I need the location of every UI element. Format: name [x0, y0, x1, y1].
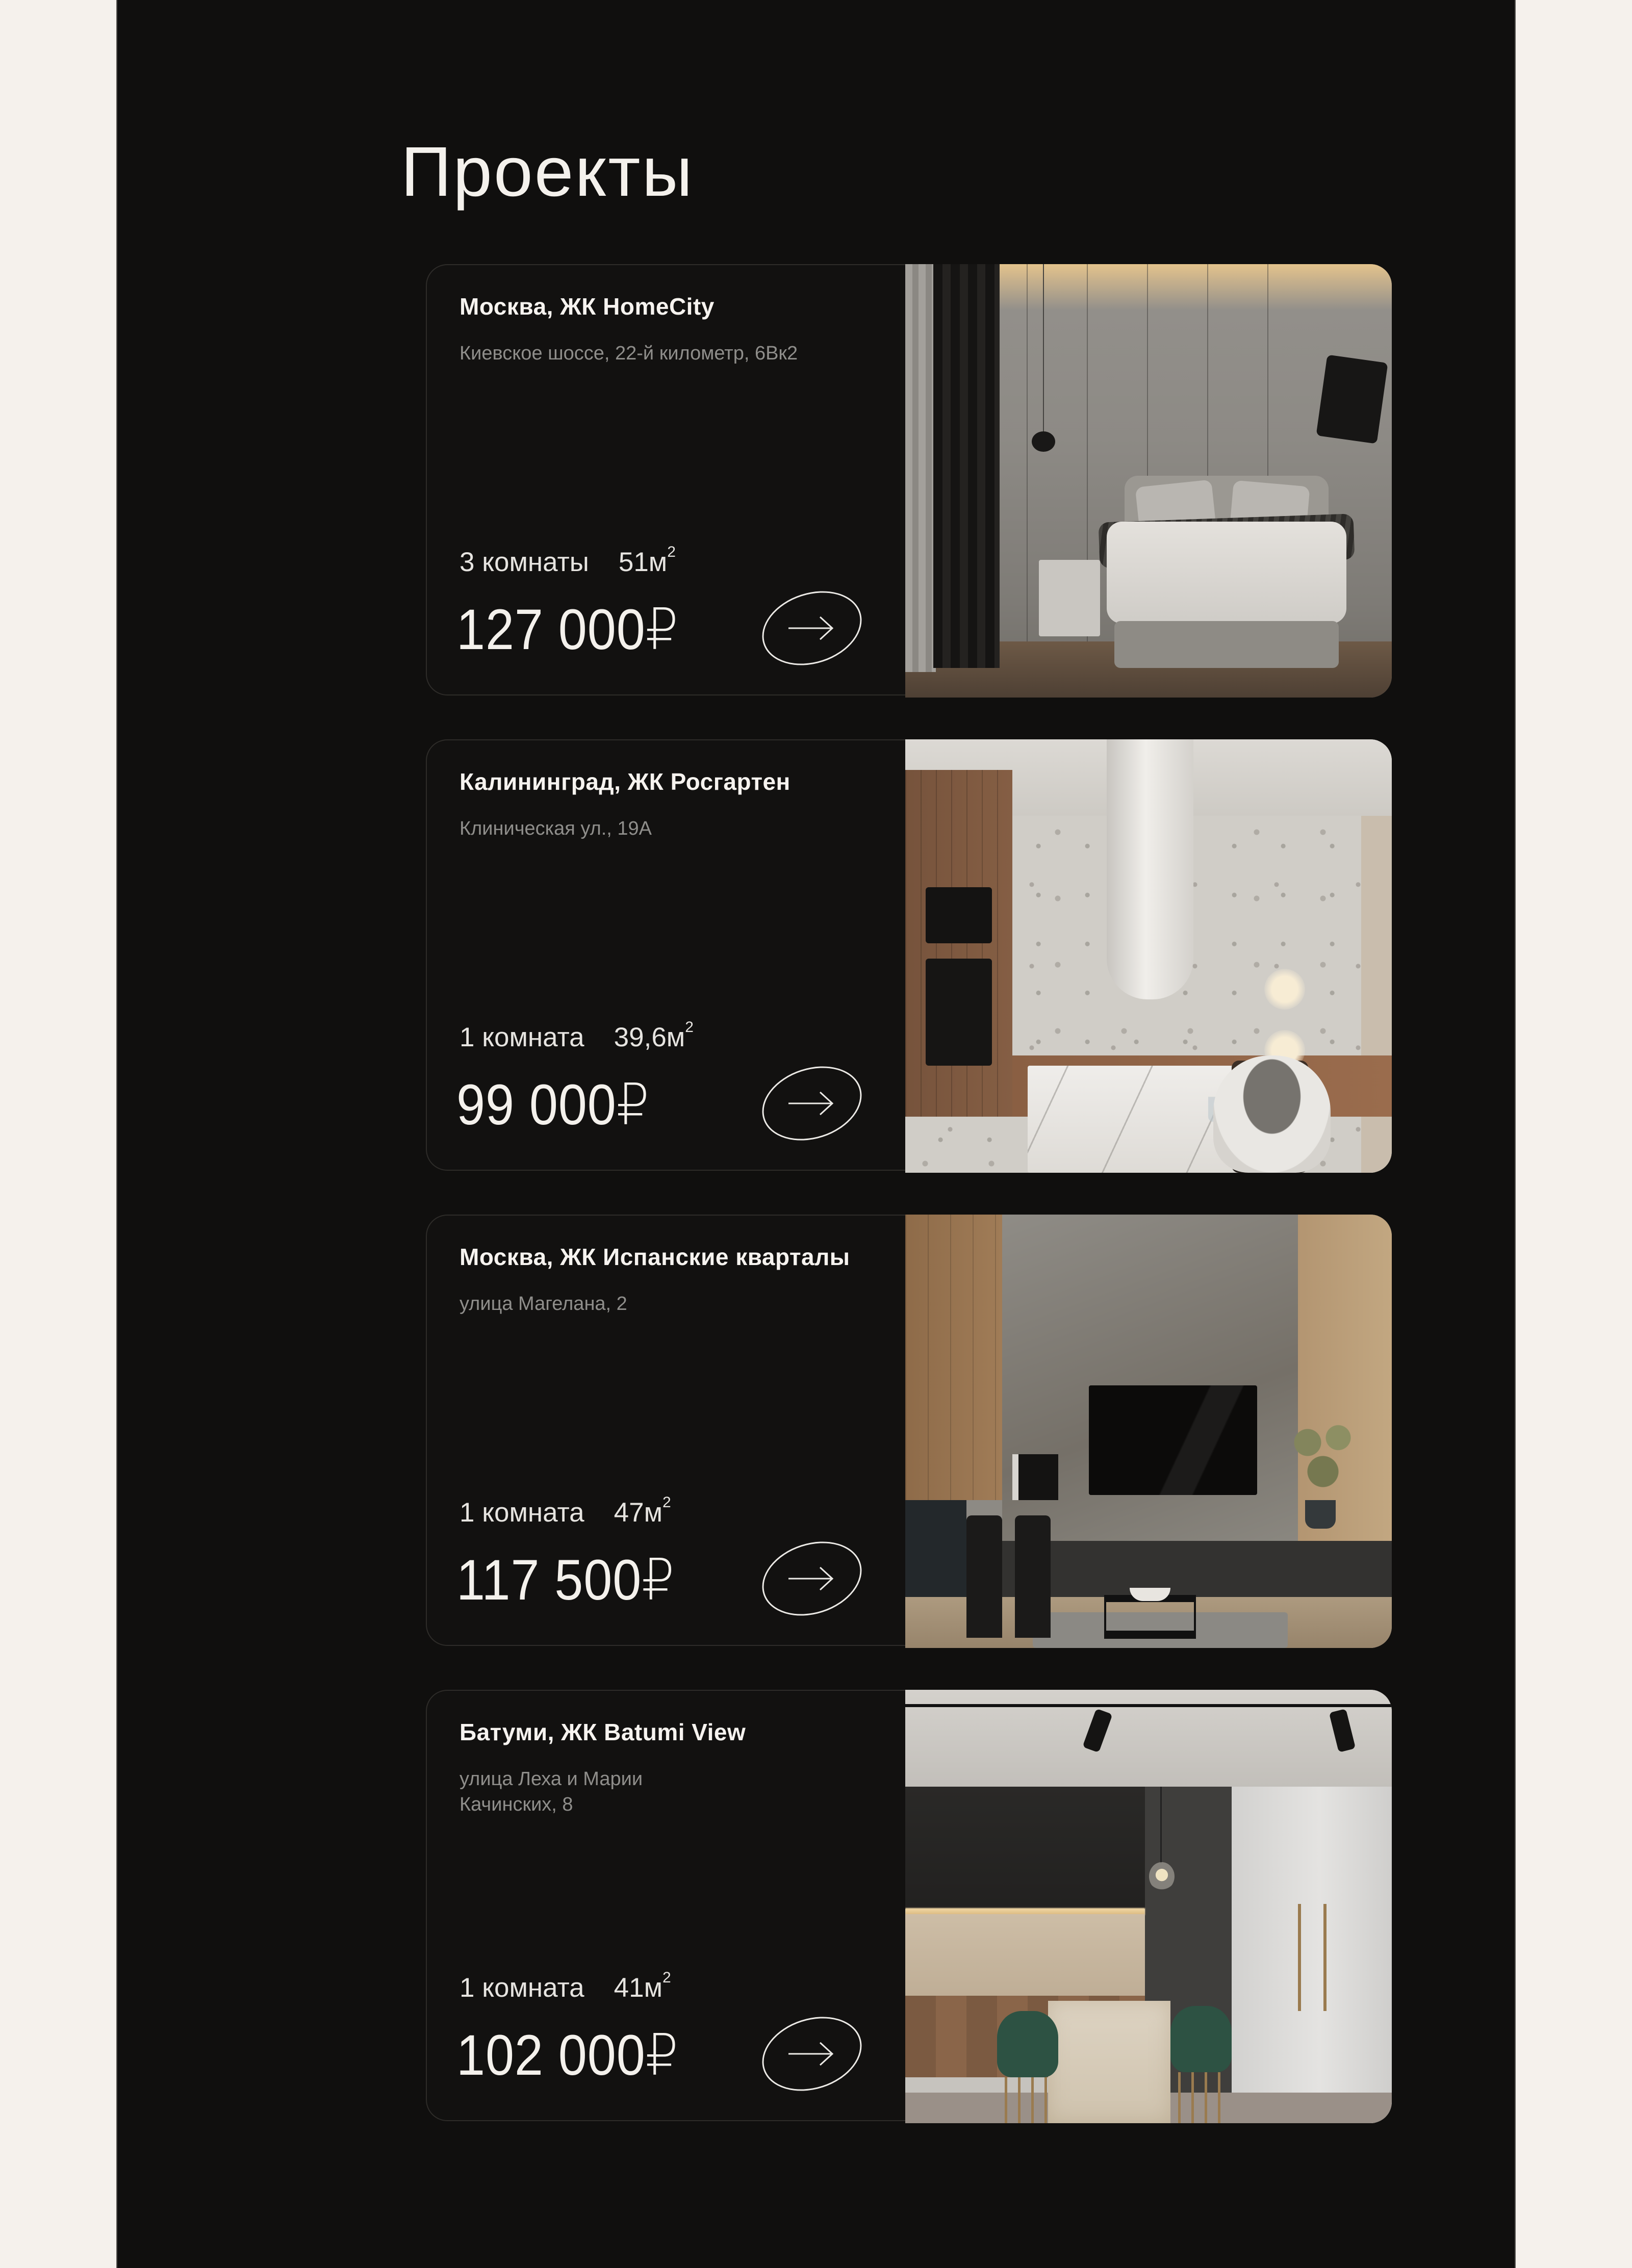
rooms-label: 1 комната	[460, 1973, 584, 2003]
tv-screen-decor	[1089, 1385, 1257, 1495]
address-line-1: Киевское шоссе, 22-й километр, 6Вк2	[460, 343, 798, 364]
air-conditioner-decor	[1316, 354, 1388, 444]
rooms-area-row	[460, 544, 676, 578]
price-label: 102 000₽	[456, 2023, 679, 2087]
dark-curtain-decor	[933, 264, 1000, 668]
pendant-cord-decor	[1043, 264, 1044, 432]
area-label: $39,6м^2$	[614, 1019, 694, 1052]
project-address	[460, 816, 652, 841]
oven-decor	[926, 959, 992, 1066]
coffee-table-decor	[1104, 1595, 1196, 1639]
project-card-rosgarten[interactable]	[426, 739, 1392, 1171]
stool-legs-decor	[1178, 2072, 1224, 2123]
arrow-right-icon	[786, 1088, 837, 1119]
green-bar-chair-decor	[1170, 2006, 1232, 2072]
wall-sconce-decor	[1264, 969, 1305, 1010]
glass-pendant-bulb-decor	[1149, 1862, 1175, 1891]
arrow-right-icon	[786, 1563, 837, 1594]
rooms-area-row	[460, 1494, 671, 1528]
price-label: 117 500₽	[456, 1548, 675, 1612]
nightstand-left-decor	[1039, 560, 1100, 636]
book-niche-decor	[1012, 1454, 1058, 1500]
open-project-button[interactable]	[761, 2019, 863, 2089]
project-address	[460, 1766, 643, 1817]
project-title: Батуми, ЖК Batumi View	[460, 1719, 746, 1745]
area-label: $47м^2$	[614, 1494, 671, 1528]
arrow-right-icon	[786, 2039, 837, 2069]
pendant-cord-decor	[1160, 1787, 1162, 1863]
open-project-button[interactable]	[761, 593, 863, 663]
plant-pot-decor	[1305, 1500, 1336, 1529]
project-photo-living-room	[905, 1215, 1392, 1648]
stool-legs-decor	[1005, 2077, 1051, 2123]
arrow-right-icon	[786, 613, 837, 643]
project-card-homecity[interactable]	[426, 264, 1392, 695]
pendant-lamp-decor	[1032, 431, 1055, 452]
cylinder-hood-decor	[1107, 739, 1193, 999]
green-bar-chair-decor	[997, 2011, 1058, 2077]
sculpt-armchair-decor	[1213, 1055, 1331, 1173]
rooms-label: 1 комната	[460, 1498, 584, 1528]
projects-panel	[116, 0, 1516, 2268]
sheer-curtain-decor	[905, 264, 936, 672]
black-upper-cabinets-decor	[905, 1787, 1145, 1909]
project-title: Москва, ЖК Испанские кварталы	[460, 1244, 850, 1270]
wood-grain-decor	[905, 1215, 1002, 1500]
open-project-button[interactable]	[761, 1068, 863, 1139]
rooms-label: 3 комнаты	[460, 547, 589, 577]
price-label: 127 000₽	[456, 598, 679, 661]
bar-counter-decor	[905, 1500, 966, 1597]
project-address	[460, 341, 798, 366]
project-photo-kitchen	[905, 739, 1392, 1173]
area-label: $41м^2$	[614, 1969, 671, 2003]
travertine-island-decor	[1048, 2001, 1170, 2123]
open-project-button[interactable]	[761, 1543, 863, 1614]
project-card-ispanskie-kvartaly[interactable]	[426, 1215, 1392, 1646]
rooms-area-row	[460, 1019, 694, 1053]
brass-handle-decor	[1323, 1904, 1327, 2011]
project-card-batumi-view[interactable]	[426, 1690, 1392, 2121]
bar-stool-decor	[966, 1515, 1002, 1638]
project-title: Калининград, ЖК Росгартен	[460, 768, 790, 795]
brass-handle-decor	[1298, 1904, 1301, 2011]
bed-base-decor	[1114, 621, 1339, 668]
project-photo-bedroom	[905, 264, 1392, 698]
beige-wall-decor	[1361, 816, 1392, 1173]
area-label: $51м^2$	[618, 544, 676, 577]
stone-backsplash-decor	[905, 1914, 1145, 1996]
page-title: Проекты	[401, 133, 694, 211]
microwave-decor	[926, 887, 992, 943]
bar-stool-decor	[1015, 1515, 1051, 1638]
address-line-2: Качинских, 8	[460, 1794, 573, 1815]
rooms-area-row	[460, 1969, 671, 2003]
address-line-1: Клиническая ул., 19А	[460, 818, 652, 839]
olive-plant-decor	[1285, 1413, 1361, 1510]
duvet-decor	[1107, 522, 1346, 624]
white-wardrobe-decor	[1232, 1787, 1392, 2123]
price-label: 99 000₽	[456, 1073, 650, 1137]
address-line-1: улица Леха и Марии	[460, 1768, 643, 1790]
rooms-label: 1 комната	[460, 1022, 584, 1052]
address-line-1: улица Магелана, 2	[460, 1293, 627, 1315]
project-photo-kitchen-dining	[905, 1690, 1392, 2123]
project-title: Москва, ЖК HomeCity	[460, 293, 715, 320]
project-address	[460, 1291, 627, 1317]
track-light-rail-decor	[905, 1704, 1392, 1707]
